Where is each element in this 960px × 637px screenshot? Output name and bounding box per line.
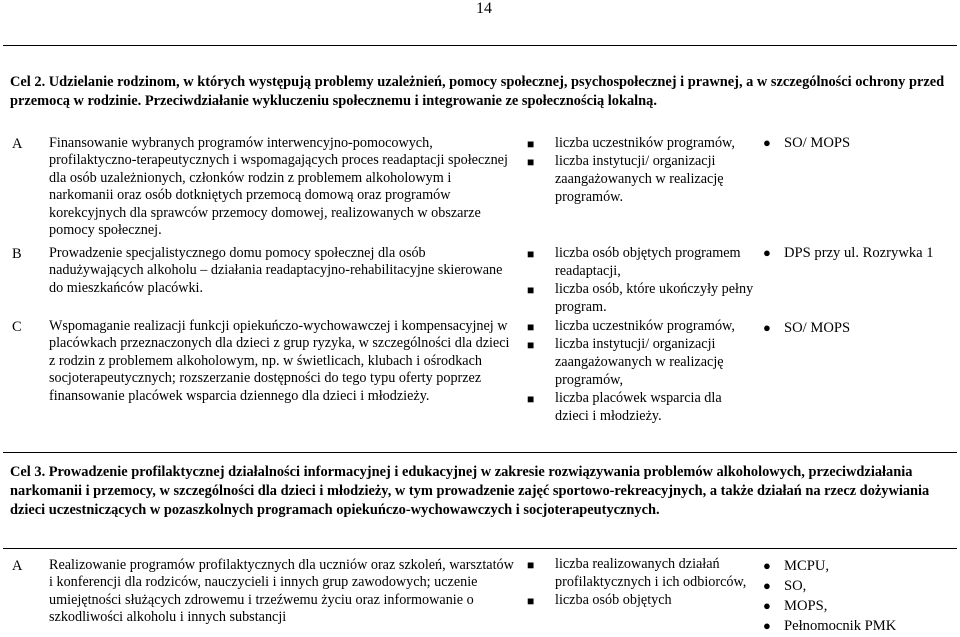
page-number: 14 — [476, 0, 492, 17]
goal-2-heading: Cel 2. Udzielanie rodzinom, w których występują problemy uzależnień, pomocy społecznej, psychospołecznej i prawnej, a w szczególności ochrony przed przemocą w rodzinie. Przeciwdziałanie wykluczeniu społecznemu i integrowanie ze społecznością lokalną. — [10, 74, 945, 109]
divider-lower — [3, 548, 957, 549]
indicator-list — [518, 134, 758, 206]
goal-3-heading: Cel 3. Prowadzenie profilaktycznej działalności informacyjnej i edukacyjnej w zakresie rozwiązywania problemów alkoholowych, przeciwdziałania narkomanii i przemocy, w szczególności dla dzieci i młodzieży, w tym prowadzenie zajęć sportowo-rekreacyjnych, a także działań na rzecz dożywiania dzieci uczestniczących w pozaszkolnych programach opiekuńczo-wychowawczych i socjoterapeutycznych. — [10, 464, 930, 518]
executor-item: ● SO, — [763, 578, 807, 594]
executor-list — [763, 243, 958, 263]
row-description: Wspomaganie realizacji funkcji opiekuńczo-wychowawczej i kompensacyjnej w placówkach przeznaczonych dla dzieci z grup ryzyka, w szczególności dla dzieci z rodzin z problemem alkoholowym, np. w świetlicach, klubach i ośrodkach socjoterapeutycznych; rozszerzanie dostępności do tego typu oferty poprzez finansowanie placówek wsparcia dziennego dla dzieci i młodzieży. — [49, 318, 510, 404]
executor-list — [763, 133, 958, 153]
executor-item: ● Pełnomocnik PMK — [763, 618, 897, 634]
row-letter: C — [12, 319, 22, 335]
executor-item: ● SO/ MOPS — [763, 135, 851, 151]
square-bullet-icon: ■ — [527, 137, 535, 151]
executor-item: ● MOPS, — [763, 598, 828, 614]
square-bullet-icon: ■ — [527, 392, 535, 406]
square-bullet-icon: ■ — [527, 247, 535, 261]
indicator-list — [518, 555, 758, 609]
square-bullet-icon: ■ — [527, 320, 535, 334]
indicator-list — [518, 244, 758, 316]
indicator-item: ■ liczba uczestników programów, — [527, 135, 735, 151]
divider-middle — [3, 452, 957, 453]
indicator-item: ■ liczba osób objętych programem readaptacji, — [527, 245, 741, 279]
square-bullet-icon: ■ — [527, 283, 535, 297]
round-bullet-icon: ● — [763, 245, 771, 260]
round-bullet-icon: ● — [763, 135, 771, 150]
row-letter: A — [12, 136, 23, 152]
square-bullet-icon: ■ — [527, 338, 535, 352]
divider-top — [3, 45, 957, 46]
round-bullet-icon: ● — [763, 598, 771, 613]
row-description: Realizowanie programów profilaktycznych dla uczniów oraz szkoleń, warsztatów i konferencji dla rodziców, nauczycieli i innych grup zawodowych; uczenie umiejętności służących zdrowemu i trzeźwemu życiu oraz informowanie o szkodliwości alkoholu i innych substancji — [49, 557, 514, 626]
indicator-item: ■ liczba instytucji/ organizacji zaangażowanych w realizację programów. — [527, 153, 724, 205]
indicator-list — [518, 317, 758, 425]
executor-item: ● MCPU, — [763, 558, 830, 574]
executor-item: ● SO/ MOPS — [763, 320, 851, 336]
round-bullet-icon: ● — [763, 618, 771, 633]
square-bullet-icon: ■ — [527, 558, 535, 572]
square-bullet-icon: ■ — [527, 594, 535, 608]
executor-list — [763, 318, 958, 338]
row-description: Finansowanie wybranych programów interwencyjno-pomocowych, profilaktyczno-terapeutycznych i wspomagających proces readaptacji społecznej dla osób uzależnionych, członków rodzin z problemem alkoholowym i narkomanii oraz osób dotkniętych przemocą domową oraz programów korekcyjnych dla sprawców przemocy domowej, realizowanych w obszarze pomocy społecznej. — [49, 135, 508, 239]
square-bullet-icon: ■ — [527, 155, 535, 169]
round-bullet-icon: ● — [763, 558, 771, 573]
round-bullet-icon: ● — [763, 320, 771, 335]
indicator-item: ■ liczba osób, które ukończyły pełny program. — [527, 281, 754, 315]
indicator-item: ■ liczba uczestników programów, — [527, 318, 735, 334]
indicator-item: ■ liczba osób objętych — [527, 592, 672, 608]
indicator-item: ■ liczba instytucji/ organizacji zaangażowanych w realizację programów, — [527, 336, 724, 388]
indicator-item: ■ liczba placówek wsparcia dla dzieci i młodzieży. — [527, 390, 722, 424]
executor-list — [763, 556, 958, 636]
row-description: Prowadzenie specjalistycznego domu pomocy społecznej dla osób nadużywających alkoholu – działania readaptacyjno-rehabilitacyjne skierowane do mieszkańców placówki. — [49, 245, 503, 296]
row-letter: A — [12, 558, 23, 574]
indicator-item: ■ liczba realizowanych działań profilaktycznych i ich odbiorców, — [527, 556, 747, 590]
row-letter: B — [12, 246, 22, 262]
executor-item: ● DPS przy ul. Rozrywka 1 — [763, 245, 934, 261]
round-bullet-icon: ● — [763, 578, 771, 593]
